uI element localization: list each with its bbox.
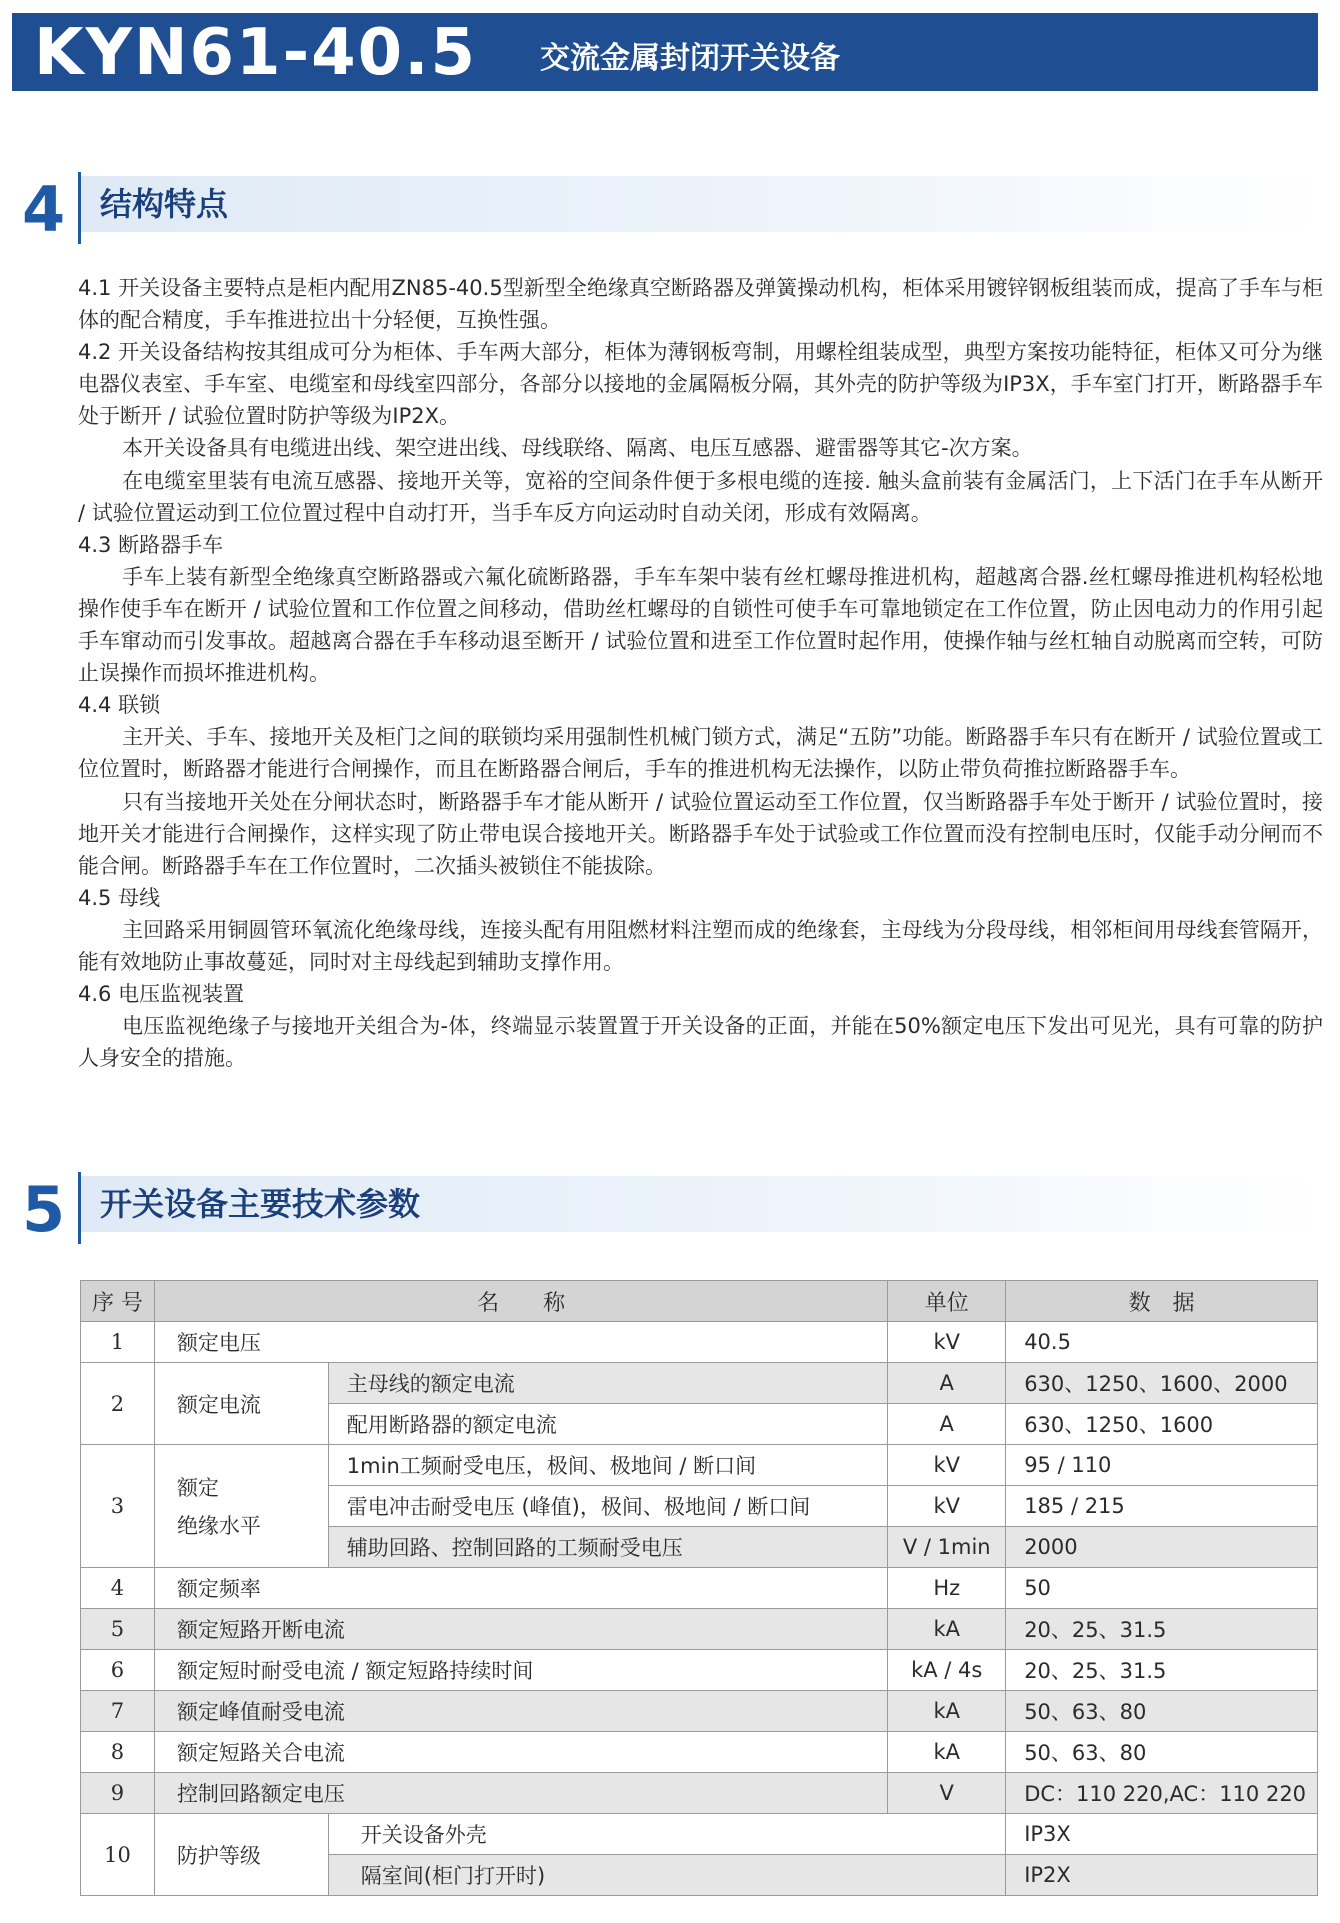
row-unit: kA <box>888 1609 1006 1650</box>
para-4-5-heading: 4.5 母线 <box>78 885 161 910</box>
table-row <box>81 1650 1318 1691</box>
row-seq: 10 <box>81 1814 155 1896</box>
section-4-heading <box>22 173 1318 246</box>
row-unit: kA / 4s <box>888 1650 1006 1691</box>
row-subname: 1min工频耐受电压，极间、极地间 / 断口间 <box>328 1445 887 1486</box>
row-subname: 配用断路器的额定电流 <box>328 1404 887 1445</box>
row-name: 额定峰值耐受电流 <box>154 1691 887 1732</box>
para-4-2b: 在电缆室里装有电流互感器、接地开关等，宽裕的空间条件便于多根电缆的连接. 触头盒前装有金属活门，上下活门在手车从断开 / 试验位置运动到工位位置过程中自动打开，当手车反方向运动时自动关闭，形成有效隔离。 <box>78 468 1323 525</box>
section-4-number: 4 <box>22 173 66 246</box>
table-row <box>81 1609 1318 1650</box>
row-name: 额定短路关合电流 <box>154 1732 887 1773</box>
row-data: IP3X <box>1006 1814 1318 1855</box>
row-data: IP2X <box>1006 1855 1318 1896</box>
row-unit: A <box>888 1363 1006 1404</box>
row-subname: 开关设备外壳 <box>328 1814 1005 1855</box>
row-unit: A <box>888 1404 1006 1445</box>
section-4-bar <box>78 176 1318 232</box>
row-unit: kA <box>888 1732 1006 1773</box>
row-seq: 4 <box>81 1568 155 1609</box>
row-subname: 雷电冲击耐受电压 (峰值)，极间、极地间 / 断口间 <box>328 1486 887 1527</box>
para-4-4-heading: 4.4 联锁 <box>78 693 161 718</box>
table-header-row <box>81 1281 1318 1322</box>
header-seq: 序 号 <box>81 1281 155 1322</box>
para-4-6-heading: 4.6 电压监视装置 <box>78 982 245 1007</box>
para-4-5: 主回路采用铜圆管环氧流化绝缘母线，连接头配有用阻燃材料注塑而成的绝缘套，主母线为分段母线，相邻柜间用母线套管隔开，能有效地防止事故蔓延，同时对主母线起到辅助支撑作用。 <box>78 917 1323 974</box>
row-name: 额定电压 <box>154 1322 887 1363</box>
para-4-3: 手车上装有新型全绝缘真空断路器或六氟化硫断路器，手车车架中装有丝杠螺母推进机构，超越离合器.丝杠螺母推进机构轻松地操作使手车在断开 / 试验位置和工作位置之间移动，借助丝杠螺母的自锁性可使手车可靠地锁定在工作位置，防止因电动力的作用引起手车窜动而引发事故。超越离合器在手车移动退至断开 / 试验位置和进至工作位置时起作用，使操作轴与丝杠轴自动脱离而空转，可防止误操作而损坏推进机构。 <box>78 564 1323 686</box>
row-subname: 主母线的额定电流 <box>328 1363 887 1404</box>
table-row <box>81 1732 1318 1773</box>
row-data: 50 <box>1006 1568 1318 1609</box>
para-4-2a: 本开关设备具有电缆进出线、架空进出线、母线联络、隔离、电压互感器、避雷器等其它-次方案。 <box>122 436 1033 461</box>
row-seq: 6 <box>81 1650 155 1691</box>
row-data: 50、63、80 <box>1006 1691 1318 1732</box>
para-4-1: 4.1 开关设备主要特点是柜内配用ZN85-40.5型新型全绝缘真空断路器及弹簧操动机构，柜体采用镀锌钢板组装而成，提高了手车与柜体的配合精度，手车推进拉出十分轻便，互换性强。 <box>78 276 1323 333</box>
table-row <box>81 1691 1318 1732</box>
row-name: 额定频率 <box>154 1568 887 1609</box>
row-seq: 3 <box>81 1445 155 1568</box>
row-name: 额定短时耐受电流 / 额定短路持续时间 <box>154 1650 887 1691</box>
spec-table <box>80 1280 1318 1896</box>
row-unit: kV <box>888 1322 1006 1363</box>
table-row <box>81 1363 1318 1404</box>
row-data: 50、63、80 <box>1006 1732 1318 1773</box>
table-row <box>81 1814 1318 1855</box>
row-data: 40.5 <box>1006 1322 1318 1363</box>
row-unit: kV <box>888 1486 1006 1527</box>
model-number: KYN61-40.5 <box>34 16 478 90</box>
section-5-title: 开关设备主要技术参数 <box>100 1185 421 1223</box>
para-4-2: 4.2 开关设备结构按其组成可分为柜体、手车两大部分，柜体为薄钢板弯制，用螺栓组装成型，典型方案按功能特征，柜体又可分为继电器仪表室、手车室、电缆室和母线室四部分，各部分以接地的金属隔板分隔，其外壳的防护等级为IP3X，手车室门打开，断路器手车处于断开 / 试验位置时防护等级为IP2X。 <box>78 340 1323 429</box>
para-4-3-heading: 4.3 断路器手车 <box>78 532 224 557</box>
row-subname: 辅助回路、控制回路的工频耐受电压 <box>328 1527 887 1568</box>
table-row <box>81 1773 1318 1814</box>
row-seq: 9 <box>81 1773 155 1814</box>
section-5-heading <box>22 1173 1318 1246</box>
para-4-6: 电压监视绝缘子与接地开关组合为-体，终端显示装置置于开关设备的正面，并能在50%额定电压下发出可见光，具有可靠的防护人身安全的措施。 <box>78 1014 1323 1071</box>
row-name-line1: 额定 <box>176 1476 219 1500</box>
row-seq: 2 <box>81 1363 155 1445</box>
page-header <box>12 13 1318 91</box>
row-name-line2: 绝缘水平 <box>176 1514 261 1538</box>
row-data: 630、1250、1600、2000 <box>1006 1363 1318 1404</box>
header-data: 数 据 <box>1006 1281 1318 1322</box>
section-4-title: 结构特点 <box>100 185 229 223</box>
row-seq: 7 <box>81 1691 155 1732</box>
row-name: 防护等级 <box>154 1814 328 1896</box>
row-seq: 8 <box>81 1732 155 1773</box>
row-data: 2000 <box>1006 1527 1318 1568</box>
row-unit: V / 1min <box>888 1527 1006 1568</box>
row-unit: kA <box>888 1691 1006 1732</box>
row-unit: Hz <box>888 1568 1006 1609</box>
row-name: 额定电流 <box>154 1363 328 1445</box>
row-name-cell <box>154 1445 328 1568</box>
para-4-4a: 主开关、手车、接地开关及柜门之间的联锁均采用强制性机械门锁方式，满足“五防”功能。断路器手车只有在断开 / 试验位置或工位位置时，断路器才能进行合闸操作，而且在断路器合闸后，手车的推进机构无法操作，以防止带负荷推拉断路器手车。 <box>78 725 1323 782</box>
row-unit: V <box>888 1773 1006 1814</box>
row-data: 95 / 110 <box>1006 1445 1318 1486</box>
row-name: 额定短路开断电流 <box>154 1609 887 1650</box>
table-row <box>81 1568 1318 1609</box>
product-subtitle: 交流金属封闭开关设备 <box>540 41 840 76</box>
table-row <box>81 1322 1318 1363</box>
row-subname: 隔室间(柜门打开时) <box>328 1855 1005 1896</box>
row-data: 630、1250、1600 <box>1006 1404 1318 1445</box>
table-row <box>81 1445 1318 1486</box>
row-seq: 1 <box>81 1322 155 1363</box>
header-name: 名 称 <box>154 1281 887 1322</box>
section-4-body <box>78 272 1323 1074</box>
section-5-number: 5 <box>22 1173 66 1246</box>
row-unit: kV <box>888 1445 1006 1486</box>
para-4-4b: 只有当接地开关处在分闸状态时，断路器手车才能从断开 / 试验位置运动至工作位置，仅当断路器手车处于断开 / 试验位置时，接地开关才能进行合闸操作，这样实现了防止带电误合接地开关。断路器手车处于试验或工作位置而没有控制电压时，仅能手动分闸而不能合闸。断路器手车在工作位置时，二次插头被锁住不能拔除。 <box>78 789 1323 878</box>
row-data: 20、25、31.5 <box>1006 1609 1318 1650</box>
row-data: 185 / 215 <box>1006 1486 1318 1527</box>
row-seq: 5 <box>81 1609 155 1650</box>
header-unit: 单位 <box>888 1281 1006 1322</box>
row-name: 控制回路额定电压 <box>154 1773 887 1814</box>
row-data: DC：110 220,AC：110 220 <box>1006 1773 1318 1814</box>
row-data: 20、25、31.5 <box>1006 1650 1318 1691</box>
